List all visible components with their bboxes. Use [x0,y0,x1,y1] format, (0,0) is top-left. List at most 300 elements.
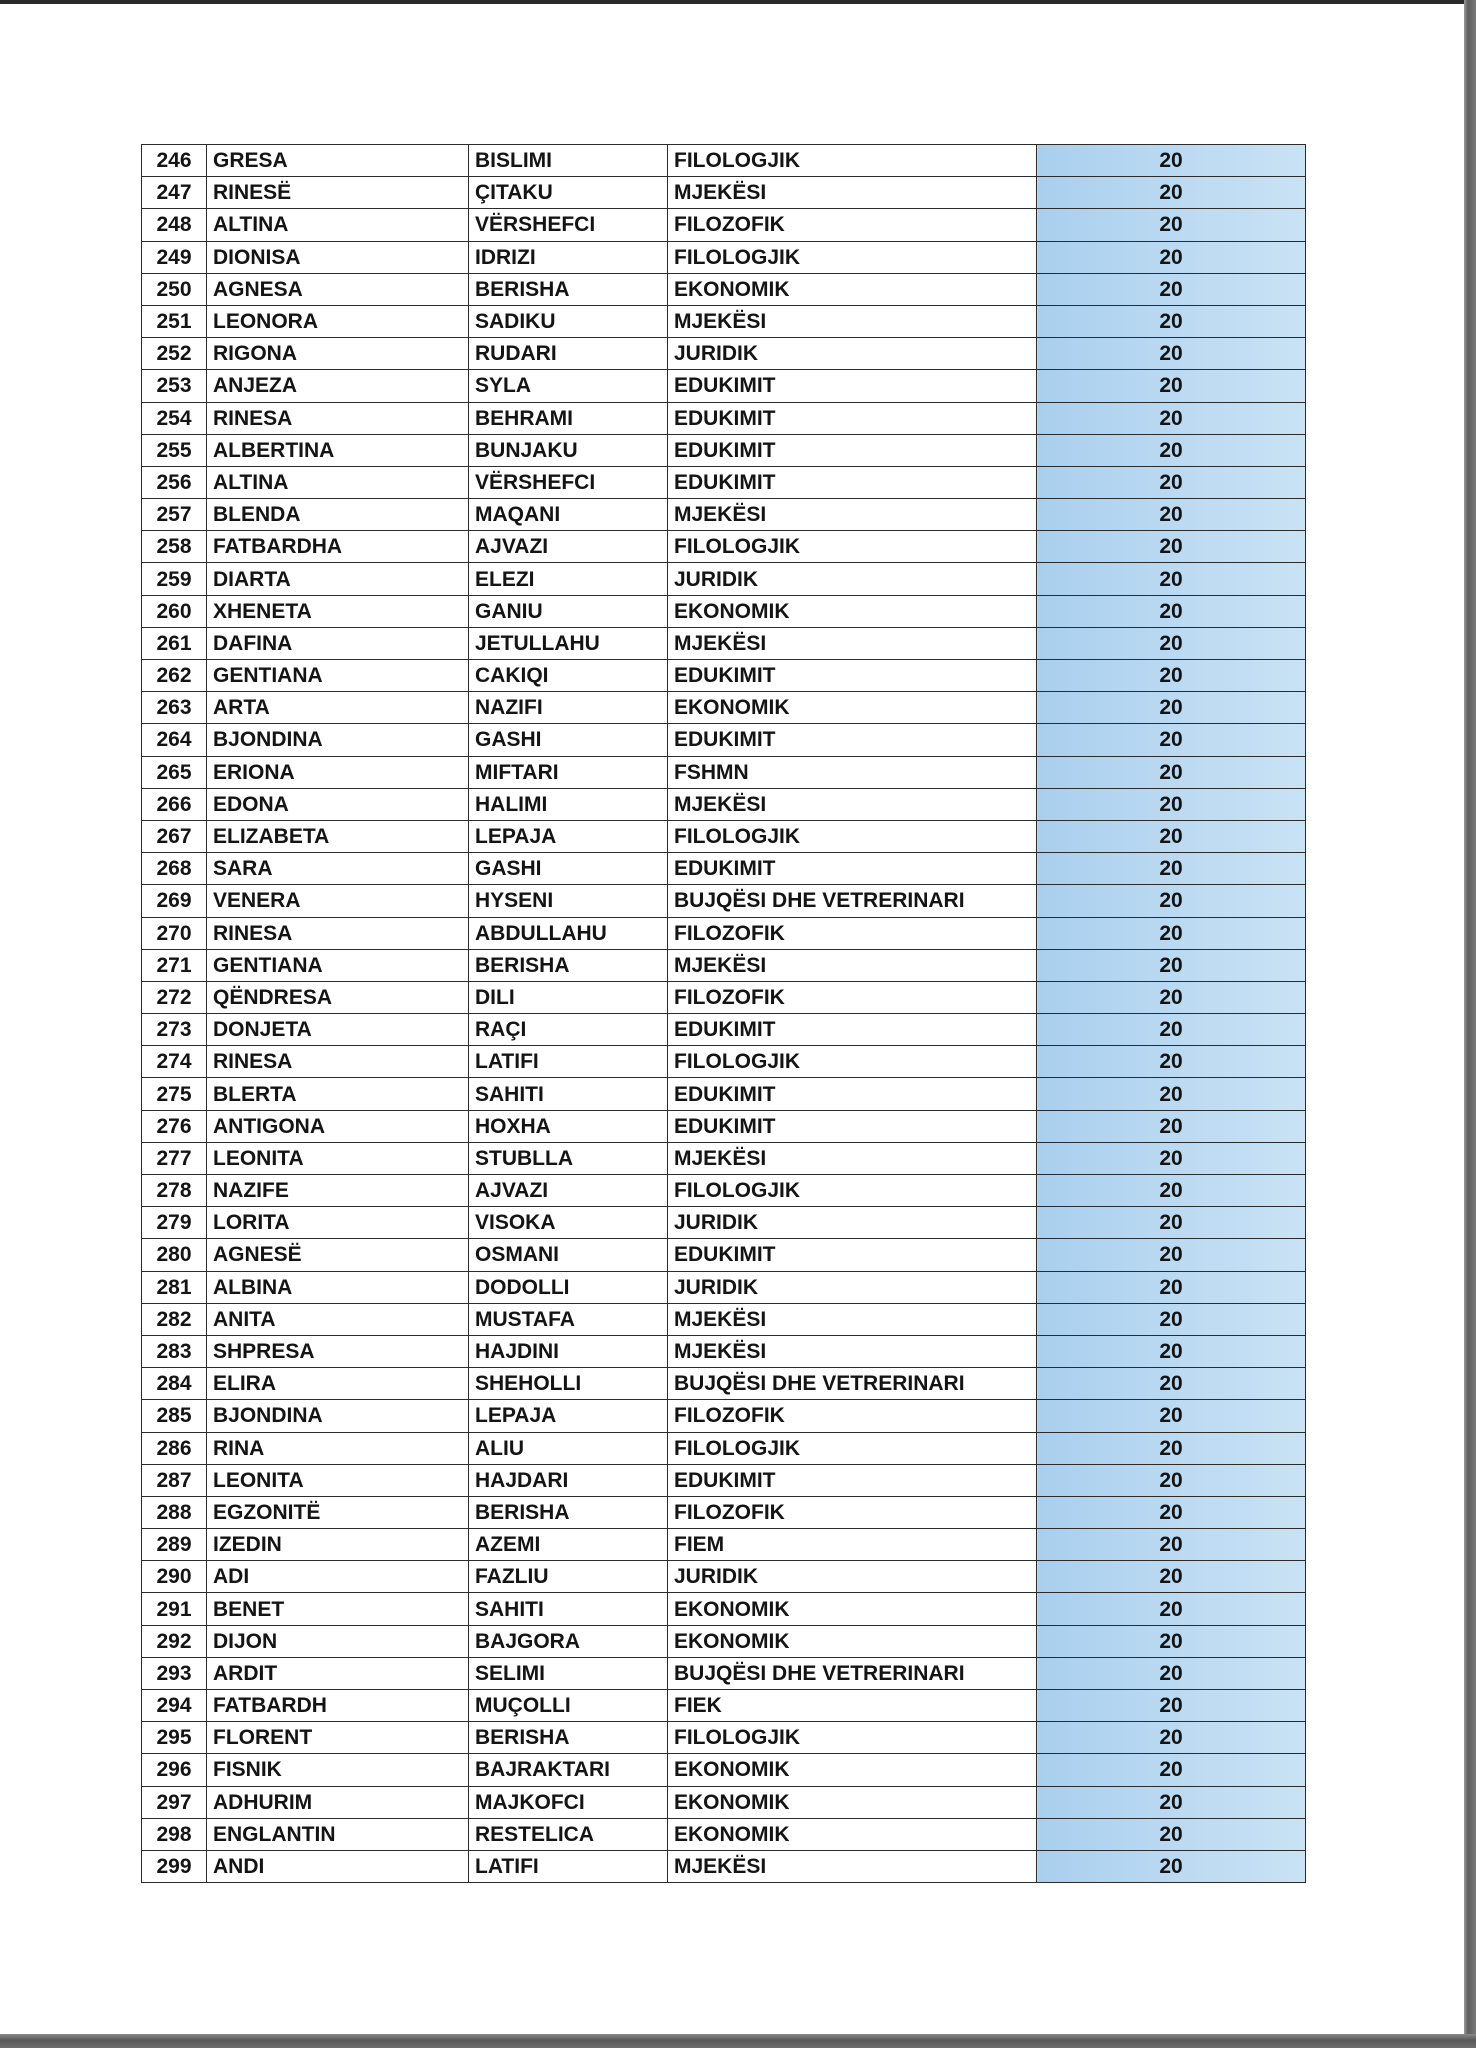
row-number-cell: 276 [142,1110,207,1142]
faculty-cell: BUJQËSI DHE VETRERINARI [668,1368,1037,1400]
first-name-cell: NAZIFE [207,1175,469,1207]
row-number-cell: 299 [142,1850,207,1882]
table-row [142,949,1306,981]
faculty-cell: FIEK [668,1690,1037,1722]
last-name-cell: BISLIMI [469,145,668,177]
faculty-cell: EKONOMIK [668,692,1037,724]
row-number-cell: 293 [142,1657,207,1689]
score-cell: 20 [1037,1014,1306,1046]
score-cell: 20 [1037,1561,1306,1593]
row-number-cell: 267 [142,820,207,852]
last-name-cell: DILI [469,981,668,1013]
scan-bottom-edge [0,2034,1476,2048]
first-name-cell: ENGLANTIN [207,1818,469,1850]
score-cell: 20 [1037,1110,1306,1142]
last-name-cell: BAJRAKTARI [469,1754,668,1786]
first-name-cell: RINESA [207,917,469,949]
table-row [142,466,1306,498]
faculty-cell: EKONOMIK [668,273,1037,305]
last-name-cell: GASHI [469,724,668,756]
table-row [142,1625,1306,1657]
faculty-cell: FILOZOFIK [668,1496,1037,1528]
first-name-cell: BJONDINA [207,724,469,756]
row-number-cell: 285 [142,1400,207,1432]
first-name-cell: ADI [207,1561,469,1593]
row-number-cell: 269 [142,885,207,917]
faculty-cell: EDUKIMIT [668,466,1037,498]
faculty-cell: EKONOMIK [668,1818,1037,1850]
score-cell: 20 [1037,595,1306,627]
faculty-cell: FILOZOFIK [668,917,1037,949]
first-name-cell: ANTIGONA [207,1110,469,1142]
last-name-cell: ABDULLAHU [469,917,668,949]
score-cell: 20 [1037,466,1306,498]
faculty-cell: EKONOMIK [668,595,1037,627]
faculty-cell: MJEKËSI [668,177,1037,209]
score-cell: 20 [1037,305,1306,337]
first-name-cell: AGNESA [207,273,469,305]
faculty-cell: EKONOMIK [668,1786,1037,1818]
scan-top-edge [0,0,1476,4]
row-number-cell: 263 [142,692,207,724]
faculty-cell: FILOZOFIK [668,209,1037,241]
table-row [142,531,1306,563]
first-name-cell: GRESA [207,145,469,177]
first-name-cell: ANITA [207,1303,469,1335]
results-table-body [142,145,1306,1883]
score-cell: 20 [1037,1078,1306,1110]
last-name-cell: GASHI [469,853,668,885]
last-name-cell: MAJKOFCI [469,1786,668,1818]
table-row [142,1464,1306,1496]
table-row [142,1690,1306,1722]
last-name-cell: BUNJAKU [469,434,668,466]
score-cell: 20 [1037,434,1306,466]
table-row [142,1303,1306,1335]
score-cell: 20 [1037,1239,1306,1271]
faculty-cell: BUJQËSI DHE VETRERINARI [668,885,1037,917]
first-name-cell: VENERA [207,885,469,917]
first-name-cell: SARA [207,853,469,885]
last-name-cell: GANIU [469,595,668,627]
faculty-cell: MJEKËSI [668,499,1037,531]
row-number-cell: 251 [142,305,207,337]
table-row [142,1850,1306,1882]
last-name-cell: BERISHA [469,949,668,981]
row-number-cell: 279 [142,1207,207,1239]
table-row [142,1239,1306,1271]
row-number-cell: 255 [142,434,207,466]
row-number-cell: 290 [142,1561,207,1593]
faculty-cell: MJEKËSI [668,305,1037,337]
faculty-cell: EDUKIMIT [668,853,1037,885]
table-row [142,1207,1306,1239]
score-cell: 20 [1037,209,1306,241]
faculty-cell: EDUKIMIT [668,724,1037,756]
table-row [142,595,1306,627]
first-name-cell: FISNIK [207,1754,469,1786]
faculty-cell: JURIDIK [668,563,1037,595]
first-name-cell: ANDI [207,1850,469,1882]
last-name-cell: ÇITAKU [469,177,668,209]
score-cell: 20 [1037,1850,1306,1882]
row-number-cell: 270 [142,917,207,949]
row-number-cell: 253 [142,370,207,402]
last-name-cell: VËRSHEFCI [469,209,668,241]
score-cell: 20 [1037,338,1306,370]
first-name-cell: BENET [207,1593,469,1625]
first-name-cell: DIONISA [207,241,469,273]
row-number-cell: 254 [142,402,207,434]
first-name-cell: ANJEZA [207,370,469,402]
score-cell: 20 [1037,1432,1306,1464]
last-name-cell: ALIU [469,1432,668,1464]
row-number-cell: 292 [142,1625,207,1657]
row-number-cell: 261 [142,627,207,659]
table-row [142,820,1306,852]
score-cell: 20 [1037,1335,1306,1367]
last-name-cell: BERISHA [469,1722,668,1754]
first-name-cell: IZEDIN [207,1529,469,1561]
first-name-cell: DIJON [207,1625,469,1657]
row-number-cell: 288 [142,1496,207,1528]
table-row [142,305,1306,337]
score-cell: 20 [1037,273,1306,305]
row-number-cell: 249 [142,241,207,273]
first-name-cell: ELIZABETA [207,820,469,852]
table-row [142,1657,1306,1689]
last-name-cell: BERISHA [469,1496,668,1528]
faculty-cell: FILOLOGJIK [668,241,1037,273]
row-number-cell: 257 [142,499,207,531]
first-name-cell: RINESA [207,402,469,434]
last-name-cell: NAZIFI [469,692,668,724]
row-number-cell: 250 [142,273,207,305]
score-cell: 20 [1037,1207,1306,1239]
last-name-cell: FAZLIU [469,1561,668,1593]
last-name-cell: BERISHA [469,273,668,305]
faculty-cell: EDUKIMIT [668,402,1037,434]
score-cell: 20 [1037,177,1306,209]
results-table [141,144,1306,1883]
first-name-cell: FATBARDHA [207,531,469,563]
row-number-cell: 277 [142,1142,207,1174]
last-name-cell: MUÇOLLI [469,1690,668,1722]
table-row [142,370,1306,402]
table-row [142,660,1306,692]
row-number-cell: 284 [142,1368,207,1400]
table-row [142,1078,1306,1110]
faculty-cell: MJEKËSI [668,1303,1037,1335]
faculty-cell: FILOZOFIK [668,1400,1037,1432]
faculty-cell: JURIDIK [668,1207,1037,1239]
first-name-cell: ADHURIM [207,1786,469,1818]
table-row [142,1754,1306,1786]
row-number-cell: 273 [142,1014,207,1046]
score-cell: 20 [1037,1368,1306,1400]
first-name-cell: LEONITA [207,1464,469,1496]
first-name-cell: LEONITA [207,1142,469,1174]
faculty-cell: EKONOMIK [668,1754,1037,1786]
row-number-cell: 252 [142,338,207,370]
row-number-cell: 262 [142,660,207,692]
score-cell: 20 [1037,627,1306,659]
last-name-cell: RESTELICA [469,1818,668,1850]
faculty-cell: JURIDIK [668,1271,1037,1303]
table-row [142,756,1306,788]
last-name-cell: MUSTAFA [469,1303,668,1335]
last-name-cell: STUBLLA [469,1142,668,1174]
score-cell: 20 [1037,1786,1306,1818]
table-row [142,981,1306,1013]
score-cell: 20 [1037,1142,1306,1174]
row-number-cell: 246 [142,145,207,177]
table-row [142,402,1306,434]
first-name-cell: ALBINA [207,1271,469,1303]
faculty-cell: FILOZOFIK [668,981,1037,1013]
first-name-cell: RINESA [207,1046,469,1078]
score-cell: 20 [1037,1593,1306,1625]
first-name-cell: DONJETA [207,1014,469,1046]
table-row [142,499,1306,531]
last-name-cell: DODOLLI [469,1271,668,1303]
table-row [142,209,1306,241]
score-cell: 20 [1037,853,1306,885]
row-number-cell: 296 [142,1754,207,1786]
last-name-cell: HOXHA [469,1110,668,1142]
row-number-cell: 289 [142,1529,207,1561]
score-cell: 20 [1037,885,1306,917]
score-cell: 20 [1037,402,1306,434]
last-name-cell: SAHITI [469,1593,668,1625]
first-name-cell: DIARTA [207,563,469,595]
faculty-cell: EDUKIMIT [668,1239,1037,1271]
score-cell: 20 [1037,241,1306,273]
score-cell: 20 [1037,1271,1306,1303]
row-number-cell: 248 [142,209,207,241]
last-name-cell: MIFTARI [469,756,668,788]
last-name-cell: AJVAZI [469,1175,668,1207]
row-number-cell: 247 [142,177,207,209]
last-name-cell: SYLA [469,370,668,402]
table-row [142,788,1306,820]
first-name-cell: GENTIANA [207,949,469,981]
table-row [142,917,1306,949]
last-name-cell: SAHITI [469,1078,668,1110]
table-row [142,1335,1306,1367]
row-number-cell: 258 [142,531,207,563]
faculty-cell: MJEKËSI [668,788,1037,820]
table-row [142,1722,1306,1754]
table-row [142,692,1306,724]
first-name-cell: BLERTA [207,1078,469,1110]
faculty-cell: MJEKËSI [668,627,1037,659]
table-row [142,1432,1306,1464]
last-name-cell: LEPAJA [469,1400,668,1432]
table-row [142,1014,1306,1046]
row-number-cell: 291 [142,1593,207,1625]
last-name-cell: LATIFI [469,1850,668,1882]
score-cell: 20 [1037,1175,1306,1207]
first-name-cell: RINA [207,1432,469,1464]
faculty-cell: FILOLOGJIK [668,531,1037,563]
first-name-cell: ARDIT [207,1657,469,1689]
faculty-cell: FILOLOGJIK [668,1046,1037,1078]
faculty-cell: JURIDIK [668,338,1037,370]
first-name-cell: DAFINA [207,627,469,659]
faculty-cell: EDUKIMIT [668,660,1037,692]
table-row [142,273,1306,305]
row-number-cell: 271 [142,949,207,981]
row-number-cell: 265 [142,756,207,788]
table-row [142,338,1306,370]
score-cell: 20 [1037,692,1306,724]
table-row [142,145,1306,177]
first-name-cell: FATBARDH [207,1690,469,1722]
faculty-cell: MJEKËSI [668,1335,1037,1367]
table-row [142,853,1306,885]
table-row [142,1046,1306,1078]
score-cell: 20 [1037,820,1306,852]
faculty-cell: MJEKËSI [668,949,1037,981]
document-page [141,144,1305,1883]
first-name-cell: ALTINA [207,466,469,498]
table-row [142,563,1306,595]
table-row [142,1818,1306,1850]
last-name-cell: SELIMI [469,1657,668,1689]
table-row [142,1561,1306,1593]
score-cell: 20 [1037,1722,1306,1754]
first-name-cell: EDONA [207,788,469,820]
score-cell: 20 [1037,788,1306,820]
score-cell: 20 [1037,1303,1306,1335]
last-name-cell: BEHRAMI [469,402,668,434]
row-number-cell: 295 [142,1722,207,1754]
table-row [142,1110,1306,1142]
table-row [142,1786,1306,1818]
row-number-cell: 283 [142,1335,207,1367]
row-number-cell: 282 [142,1303,207,1335]
last-name-cell: RUDARI [469,338,668,370]
score-cell: 20 [1037,1529,1306,1561]
row-number-cell: 297 [142,1786,207,1818]
row-number-cell: 294 [142,1690,207,1722]
row-number-cell: 280 [142,1239,207,1271]
table-row [142,724,1306,756]
last-name-cell: OSMANI [469,1239,668,1271]
faculty-cell: FIEM [668,1529,1037,1561]
scan-right-edge [1464,0,1476,2048]
score-cell: 20 [1037,531,1306,563]
score-cell: 20 [1037,563,1306,595]
last-name-cell: ELEZI [469,563,668,595]
first-name-cell: GENTIANA [207,660,469,692]
row-number-cell: 259 [142,563,207,595]
row-number-cell: 286 [142,1432,207,1464]
first-name-cell: LORITA [207,1207,469,1239]
score-cell: 20 [1037,981,1306,1013]
faculty-cell: MJEKËSI [668,1850,1037,1882]
first-name-cell: ALBERTINA [207,434,469,466]
last-name-cell: VISOKA [469,1207,668,1239]
score-cell: 20 [1037,1046,1306,1078]
row-number-cell: 260 [142,595,207,627]
first-name-cell: LEONORA [207,305,469,337]
faculty-cell: BUJQËSI DHE VETRERINARI [668,1657,1037,1689]
table-row [142,1368,1306,1400]
first-name-cell: ARTA [207,692,469,724]
last-name-cell: MAQANI [469,499,668,531]
faculty-cell: FILOLOGJIK [668,1432,1037,1464]
row-number-cell: 281 [142,1271,207,1303]
last-name-cell: AZEMI [469,1529,668,1561]
faculty-cell: EDUKIMIT [668,1078,1037,1110]
score-cell: 20 [1037,145,1306,177]
table-row [142,1175,1306,1207]
table-row [142,1271,1306,1303]
table-row [142,1593,1306,1625]
last-name-cell: LEPAJA [469,820,668,852]
score-cell: 20 [1037,1400,1306,1432]
last-name-cell: HALIMI [469,788,668,820]
row-number-cell: 287 [142,1464,207,1496]
first-name-cell: FLORENT [207,1722,469,1754]
row-number-cell: 274 [142,1046,207,1078]
table-row [142,1529,1306,1561]
table-row [142,434,1306,466]
last-name-cell: SADIKU [469,305,668,337]
last-name-cell: IDRIZI [469,241,668,273]
score-cell: 20 [1037,370,1306,402]
score-cell: 20 [1037,724,1306,756]
faculty-cell: FILOLOGJIK [668,145,1037,177]
score-cell: 20 [1037,499,1306,531]
faculty-cell: EKONOMIK [668,1593,1037,1625]
table-row [142,1496,1306,1528]
score-cell: 20 [1037,1496,1306,1528]
last-name-cell: LATIFI [469,1046,668,1078]
table-row [142,885,1306,917]
score-cell: 20 [1037,1754,1306,1786]
faculty-cell: EDUKIMIT [668,1110,1037,1142]
row-number-cell: 268 [142,853,207,885]
last-name-cell: BAJGORA [469,1625,668,1657]
first-name-cell: XHENETA [207,595,469,627]
faculty-cell: MJEKËSI [668,1142,1037,1174]
row-number-cell: 264 [142,724,207,756]
last-name-cell: SHEHOLLI [469,1368,668,1400]
score-cell: 20 [1037,1818,1306,1850]
faculty-cell: EDUKIMIT [668,1464,1037,1496]
row-number-cell: 298 [142,1818,207,1850]
score-cell: 20 [1037,949,1306,981]
first-name-cell: RIGONA [207,338,469,370]
row-number-cell: 256 [142,466,207,498]
faculty-cell: EDUKIMIT [668,434,1037,466]
row-number-cell: 272 [142,981,207,1013]
last-name-cell: HYSENI [469,885,668,917]
first-name-cell: QËNDRESA [207,981,469,1013]
score-cell: 20 [1037,1657,1306,1689]
first-name-cell: BLENDA [207,499,469,531]
score-cell: 20 [1037,660,1306,692]
first-name-cell: BJONDINA [207,1400,469,1432]
faculty-cell: JURIDIK [668,1561,1037,1593]
first-name-cell: ERIONA [207,756,469,788]
score-cell: 20 [1037,1625,1306,1657]
last-name-cell: JETULLAHU [469,627,668,659]
last-name-cell: CAKIQI [469,660,668,692]
